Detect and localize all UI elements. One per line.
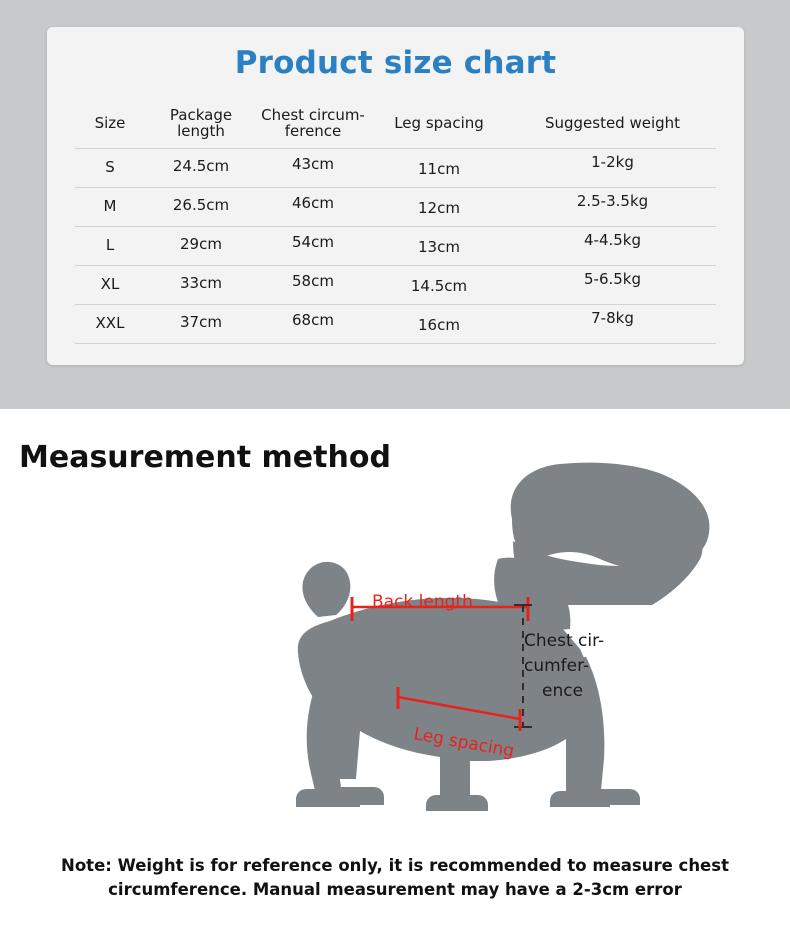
size-chart-panel	[0, 0, 790, 409]
cell-leg-spacing: 12cm	[369, 188, 509, 227]
cell-size: XL	[75, 266, 145, 305]
cell-size: L	[75, 227, 145, 266]
column-header-chest-circumference: Chest circum- ference	[257, 100, 369, 149]
leg-spacing-label: Leg spacing	[412, 724, 516, 762]
cell-leg-spacing: 11cm	[369, 149, 509, 188]
cell-chest-circumference: 43cm	[257, 149, 369, 188]
column-header-package-length: Package length	[145, 100, 257, 149]
section-title: Measurement method	[19, 440, 391, 475]
table-row	[75, 305, 716, 344]
cell-suggested-weight: 4-4.5kg	[509, 227, 716, 266]
table-header-row	[75, 100, 716, 149]
table-body	[75, 149, 716, 344]
cell-suggested-weight: 5-6.5kg	[509, 266, 716, 305]
note-line-1: Note: Weight is for reference only, it is recommended to measure chest	[61, 856, 729, 875]
cell-package-length: 24.5cm	[145, 149, 257, 188]
cell-suggested-weight: 7-8kg	[509, 305, 716, 344]
dog-illustration	[0, 409, 790, 849]
cell-leg-spacing: 14.5cm	[369, 266, 509, 305]
cell-package-length: 37cm	[145, 305, 257, 344]
cell-size: S	[75, 149, 145, 188]
cell-package-length: 33cm	[145, 266, 257, 305]
cell-leg-spacing: 13cm	[369, 227, 509, 266]
cell-size: XXL	[75, 305, 145, 344]
measurement-method-panel	[0, 409, 790, 927]
note-line-2: circumference. Manual measurement may have a 2-3cm error	[108, 879, 682, 899]
table-row	[75, 149, 716, 188]
cell-package-length: 26.5cm	[145, 188, 257, 227]
cell-package-length: 29cm	[145, 227, 257, 266]
size-chart-card	[47, 27, 744, 365]
chest-circumference-label-line2: cumfer-	[524, 656, 590, 676]
table-header	[75, 100, 716, 149]
back-length-label: Back length	[372, 592, 473, 612]
page-title: Product size chart	[234, 45, 557, 81]
column-header-size: Size	[75, 100, 145, 149]
chest-circumference-label-line1: Chest cir-	[524, 631, 605, 651]
table-row	[75, 188, 716, 227]
table-row	[75, 227, 716, 266]
size-table	[75, 100, 716, 344]
cell-size: M	[75, 188, 145, 227]
chest-circumference-label-line3: ence	[542, 681, 584, 701]
cell-chest-circumference: 46cm	[257, 188, 369, 227]
cell-chest-circumference: 54cm	[257, 227, 369, 266]
cell-chest-circumference: 68cm	[257, 305, 369, 344]
cell-leg-spacing: 16cm	[369, 305, 509, 344]
table-row	[75, 266, 716, 305]
cell-suggested-weight: 1-2kg	[509, 149, 716, 188]
column-header-suggested-weight: Suggested weight	[509, 100, 716, 149]
dog-diagram	[0, 409, 790, 849]
note-text	[0, 854, 790, 902]
cell-suggested-weight: 2.5-3.5kg	[509, 188, 716, 227]
column-header-leg-spacing: Leg spacing	[369, 100, 509, 149]
cell-chest-circumference: 58cm	[257, 266, 369, 305]
